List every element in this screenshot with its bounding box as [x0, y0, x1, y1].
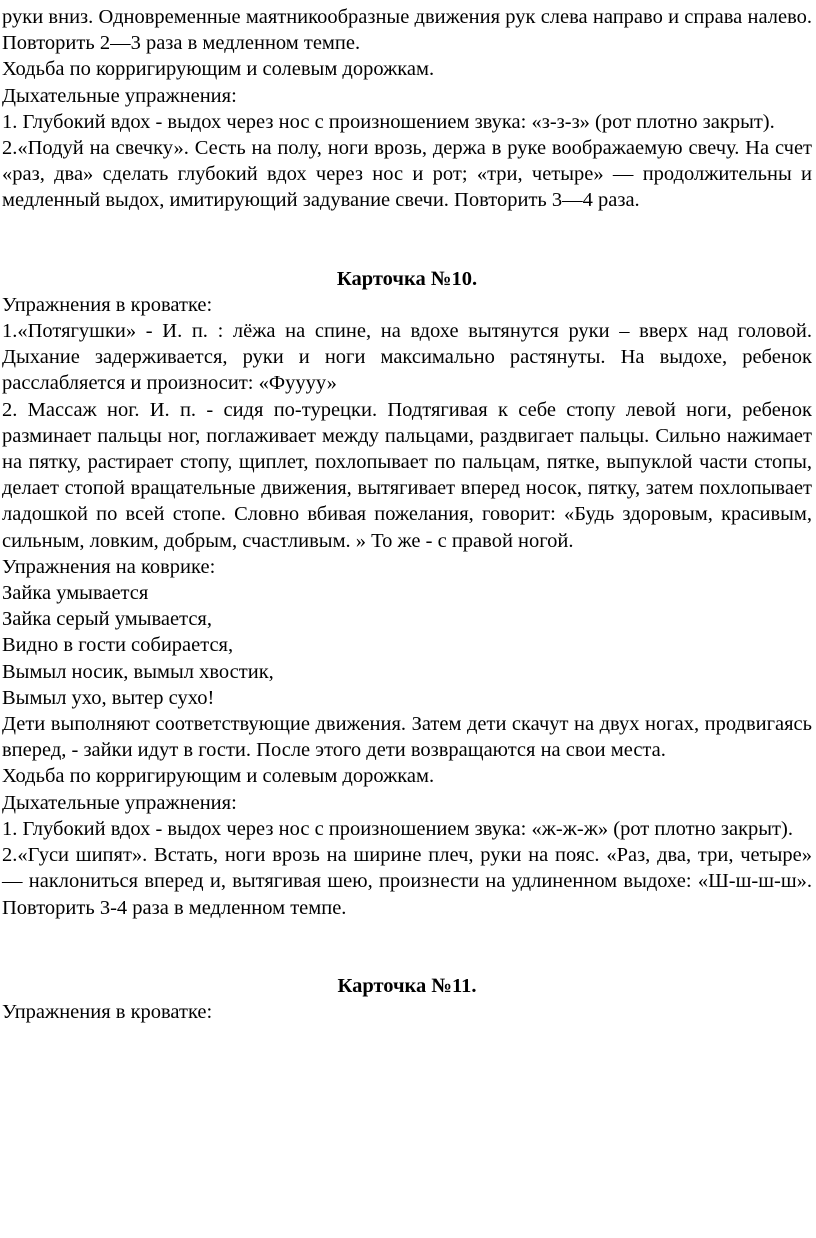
poem-line: Зайка умывается — [2, 582, 149, 605]
card-10-title: Карточка №10. — [336, 267, 478, 290]
blank-space — [2, 921, 812, 973]
paragraph: Ходьба по корригирующим и солевым дорожкам. — [2, 765, 435, 788]
paragraph: Дыхательные упражнения: — [2, 84, 237, 107]
paragraph: 2.«Подуй на свечку». Сесть на полу, ноги врозь, держа в руке воображаемую свечу. На счет «раз, два» сделать глубокий вдох через нос и рот; «три, четыре» — продолжительны и медленный выдох, имитирующий задувание свечи. Повторить 3—4 раза. — [2, 137, 812, 212]
paragraph: Дети выполняют соответствующие движения. Затем дети скачут на двух ногах, продвигаясь вперед, - зайки идут в гости. После этого дети возвращаются на свои места. — [2, 713, 812, 762]
paragraph: 2.«Гуси шипят». Встать, ноги врозь на ширине плеч, руки на пояс. «Раз, два, три, четыре» — наклониться вперед и, вытягивая шею, произнести на удлиненном выдохе: «Ш-ш-ш-ш». Повторить 3-4 раза в медленном темпе. — [2, 844, 812, 919]
card-11-title: Карточка №11. — [337, 974, 477, 997]
paragraph: Упражнения в кроватке: — [2, 1000, 213, 1023]
paragraph: 1. Глубокий вдох - выдох через нос с произношением звука: «з-з-з» (рот плотно закрыт). — [2, 110, 775, 133]
blank-space — [2, 214, 812, 266]
poem-line: Вымыл ухо, вытер сухо! — [2, 686, 215, 709]
paragraph: Упражнения в кроватке: — [2, 293, 213, 316]
paragraph: 1.«Потягушки» - И. п. : лёжа на спине, на вдохе вытянутся руки – вверх над головой. Дыхание задерживается, руки и ноги максимально растянуты. На выдохе, ребенок расслабляется и произносит: «Фуууу» — [2, 320, 812, 395]
paragraph: 1. Глубокий вдох - выдох через нос с произношением звука: «ж-ж-ж» (рот плотно закрыт). — [2, 817, 793, 840]
paragraph: 2. Массаж ног. И. п. - сидя по-турецки. Подтягивая к себе стопу левой ноги, ребенок разминает пальцы ног, поглаживает между пальцами, раздвигает пальцы. Сильно нажимает на пятку, растирает стопу, щиплет, похлопывает по пальцам, пятке, выпуклой части стопы, делает стопой вращательные движения, вытягивает вперед носок, пятку, затем похлопывает ладошкой по всей стопе. Словно вбивая пожелания, говорит: «Будь здоровым, красивым, сильным, ловким, добрым, счастливым. » То же - с правой ногой. — [2, 398, 812, 552]
poem-line: Вымыл носик, вымыл хвостик, — [2, 660, 274, 683]
paragraph: Дыхательные упражнения: — [2, 791, 237, 814]
poem-line: Зайка серый умывается, — [2, 608, 212, 631]
poem-line: Видно в гости собирается, — [2, 634, 234, 657]
paragraph: Упражнения на коврике: — [2, 555, 216, 578]
paragraph: Ходьба по корригирующим и солевым дорожкам. — [2, 58, 435, 81]
paragraph: руки вниз. Одновременные маятникообразные движения рук слева направо и справа налево. Повторить 2—3 раза в медленном темпе. — [2, 6, 812, 55]
